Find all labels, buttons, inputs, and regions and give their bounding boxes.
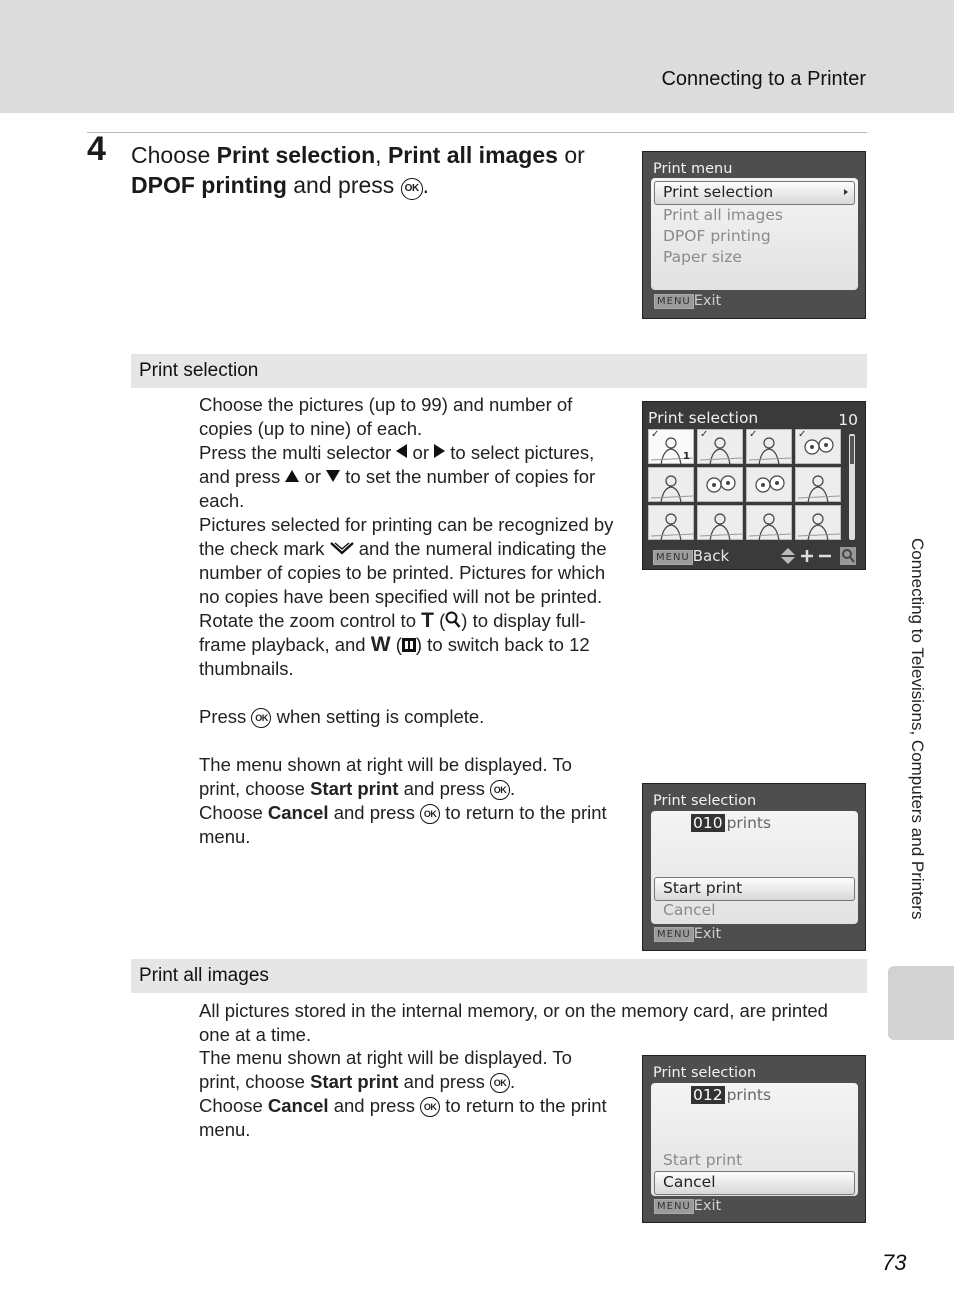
menu-item-cancel[interactable] bbox=[654, 1171, 855, 1195]
menu-item-dpof-printing[interactable]: DPOF printing bbox=[663, 227, 771, 245]
copies-label: prints bbox=[726, 1086, 772, 1104]
text: to return to the print menu. bbox=[199, 802, 607, 847]
divider bbox=[87, 132, 867, 133]
option-print-selection: Print selection bbox=[216, 142, 376, 168]
paragraph bbox=[199, 705, 614, 729]
section-header-print-selection bbox=[131, 354, 867, 388]
up-down-selector-icon bbox=[780, 547, 796, 565]
confirm-panel bbox=[651, 811, 858, 924]
check-mark-icon: ✓ bbox=[651, 429, 660, 440]
copies-value: 010 bbox=[693, 814, 723, 832]
thumbnail[interactable] bbox=[648, 429, 694, 464]
thumbnail[interactable] bbox=[746, 505, 792, 540]
ok-button-icon: OK bbox=[401, 178, 423, 200]
check-mark-icon: ✓ bbox=[749, 429, 758, 440]
thumbnail[interactable] bbox=[746, 467, 792, 502]
print-all-confirm-screen bbox=[642, 1055, 866, 1223]
menu-button-icon: MENU bbox=[654, 927, 694, 942]
page-number: 73 bbox=[882, 1250, 907, 1275]
menu-item-label: Print selection bbox=[663, 183, 774, 201]
thumbnail[interactable] bbox=[648, 505, 694, 540]
menu-item-label: Start print bbox=[663, 879, 743, 897]
step-text: , bbox=[375, 142, 388, 168]
chapter-tab[interactable] bbox=[888, 966, 954, 1040]
chevron-right-icon bbox=[844, 189, 848, 195]
cancel-term: Cancel bbox=[267, 1095, 329, 1116]
selected-count: 10 bbox=[838, 411, 858, 429]
chapter-side-label: Connecting to Televisions, Computers and Printers bbox=[908, 538, 927, 920]
text: Choose bbox=[199, 802, 268, 823]
text: . bbox=[510, 778, 516, 799]
zoom-icon bbox=[840, 547, 856, 565]
paragraph bbox=[199, 753, 614, 801]
menu-item-paper-size[interactable]: Paper size bbox=[663, 248, 742, 266]
thumbnail[interactable] bbox=[697, 467, 743, 502]
text: and press bbox=[398, 778, 490, 799]
exit-label: Exit bbox=[693, 1198, 722, 1214]
down-arrow-icon bbox=[326, 470, 340, 482]
menu-button-icon: MENU bbox=[654, 294, 694, 309]
paragraph bbox=[199, 513, 614, 609]
copies-value: 012 bbox=[693, 1086, 723, 1104]
copy-count: 1 bbox=[683, 451, 690, 462]
thumbnail-image bbox=[747, 468, 793, 503]
text: ( bbox=[433, 610, 446, 631]
step-instruction bbox=[131, 140, 621, 200]
menu-item-start-print[interactable]: Start print bbox=[663, 1151, 743, 1169]
text: Press the multi selector bbox=[199, 442, 397, 463]
thumbnail-grid bbox=[648, 429, 848, 544]
scrollbar-thumb[interactable] bbox=[850, 436, 854, 464]
paragraph bbox=[199, 801, 614, 849]
exit-label: Exit bbox=[693, 293, 722, 309]
text: to return to the print menu. bbox=[199, 1095, 607, 1140]
header-title: Connecting to a Printer bbox=[661, 68, 866, 90]
spacer bbox=[199, 681, 614, 705]
text: Press bbox=[199, 706, 252, 727]
screen-title: Print selection bbox=[653, 793, 757, 809]
zoom-tele-icon: T bbox=[421, 609, 434, 632]
text: ( bbox=[390, 634, 402, 655]
thumbnail[interactable] bbox=[697, 429, 743, 464]
text: The menu shown at right will be displayed. To print, choose bbox=[199, 1047, 572, 1092]
check-mark-icon bbox=[330, 541, 354, 555]
section-body-print-selection bbox=[199, 393, 614, 849]
option-dpof-printing: DPOF printing bbox=[131, 172, 287, 198]
text: and press bbox=[328, 802, 421, 823]
paragraph: Choose the pictures (up to 99) and number of copies (up to nine) of each. bbox=[199, 394, 573, 439]
thumbnail[interactable] bbox=[697, 505, 743, 540]
section-title: Print selection bbox=[139, 360, 259, 381]
step-text: . bbox=[422, 172, 430, 198]
magnifier-icon bbox=[445, 611, 461, 629]
menu-item-selected[interactable] bbox=[654, 181, 855, 205]
print-selection-screen bbox=[642, 401, 866, 570]
ok-button-icon: OK bbox=[420, 1097, 440, 1117]
print-confirm-screen bbox=[642, 783, 866, 951]
step-number: 4 bbox=[87, 130, 106, 168]
thumbnail[interactable] bbox=[648, 467, 694, 502]
thumbnail-image bbox=[796, 468, 842, 503]
ok-button-icon: OK bbox=[251, 708, 271, 728]
control-hints bbox=[780, 547, 860, 565]
text: or bbox=[299, 466, 327, 487]
menu-button-icon: MENU bbox=[653, 550, 693, 565]
exit-hint bbox=[654, 1198, 721, 1214]
zoom-wide-icon: W bbox=[370, 633, 391, 656]
scrollbar[interactable] bbox=[849, 434, 855, 540]
text: The menu shown at right will be displayed. To print, choose bbox=[199, 754, 572, 799]
step-text: or bbox=[557, 142, 585, 168]
text: ) to display full-frame playback, and bbox=[199, 610, 586, 655]
text: ) to switch back to 12 thumbnails. bbox=[199, 634, 590, 679]
spacer bbox=[199, 729, 614, 753]
text: when setting is complete. bbox=[271, 706, 485, 727]
thumbnail-icon bbox=[402, 638, 416, 652]
screen-title: Print selection bbox=[648, 409, 759, 427]
screen-title: Print menu bbox=[653, 161, 733, 177]
back-label: Back bbox=[692, 547, 730, 565]
start-print-term: Start print bbox=[310, 1071, 399, 1092]
cancel-term: Cancel bbox=[267, 802, 329, 823]
menu-item-print-all-images[interactable]: Print all images bbox=[663, 206, 783, 224]
section-body-print-all-images bbox=[199, 1046, 614, 1142]
thumbnail-image bbox=[796, 506, 842, 541]
paragraph bbox=[199, 441, 614, 513]
check-mark-icon: ✓ bbox=[700, 429, 709, 440]
paragraph bbox=[199, 1094, 614, 1142]
text: or bbox=[407, 442, 435, 463]
exit-label: Exit bbox=[693, 926, 722, 942]
copies-indicator bbox=[691, 1086, 771, 1104]
step-text: Choose bbox=[131, 142, 217, 168]
left-arrow-icon bbox=[396, 444, 407, 458]
option-print-all-images: Print all images bbox=[387, 142, 558, 168]
text: and the numeral indicating the number of copies to be printed. Pictures for which no copies have been specified will not be printed. bbox=[199, 538, 607, 607]
menu-button-icon: MENU bbox=[654, 1199, 694, 1214]
ok-button-icon: OK bbox=[420, 804, 440, 824]
menu-panel bbox=[651, 178, 858, 290]
thumbnail-image bbox=[649, 506, 695, 541]
thumbnail[interactable] bbox=[746, 429, 792, 464]
paragraph: All pictures stored in the internal memory, or on the memory card, are printed one at a time. bbox=[199, 1000, 828, 1045]
exit-hint bbox=[654, 293, 721, 309]
menu-item-start-print[interactable] bbox=[654, 877, 855, 901]
thumbnail[interactable] bbox=[795, 505, 841, 540]
copies-label: prints bbox=[726, 814, 772, 832]
section-body-print-all-images-intro bbox=[199, 999, 859, 1047]
minus-icon bbox=[817, 547, 833, 565]
text: to select pictures, and press bbox=[199, 442, 595, 487]
print-menu-screen bbox=[642, 151, 866, 319]
thumbnail[interactable] bbox=[795, 429, 841, 464]
thumbnail[interactable] bbox=[795, 467, 841, 502]
copies-indicator bbox=[691, 814, 771, 832]
start-print-term: Start print bbox=[310, 778, 399, 799]
text: Pictures selected for printing can be recognized by the check mark bbox=[199, 514, 614, 559]
confirm-panel bbox=[651, 1083, 858, 1196]
text: Choose bbox=[199, 1095, 268, 1116]
paragraph bbox=[199, 609, 614, 681]
exit-hint bbox=[654, 926, 721, 942]
text: Rotate the zoom control to bbox=[199, 610, 422, 631]
thumbnail-image bbox=[698, 506, 744, 541]
plus-icon bbox=[799, 547, 815, 565]
up-arrow-icon bbox=[285, 470, 299, 482]
thumbnail-image bbox=[698, 468, 744, 503]
thumbnail-image bbox=[649, 468, 695, 503]
ok-button-icon: OK bbox=[490, 1073, 510, 1093]
back-hint bbox=[653, 547, 729, 565]
text: and press bbox=[328, 1095, 421, 1116]
ok-button-icon: OK bbox=[490, 780, 510, 800]
section-header-print-all-images bbox=[131, 959, 867, 993]
text: and press bbox=[398, 1071, 490, 1092]
menu-item-cancel[interactable]: Cancel bbox=[663, 901, 716, 919]
paragraph bbox=[199, 1046, 614, 1094]
right-arrow-icon bbox=[434, 444, 445, 458]
menu-item-label: Cancel bbox=[663, 1173, 716, 1191]
text: to set the number of copies for each. bbox=[199, 466, 596, 511]
text: . bbox=[510, 1071, 516, 1092]
screen-title: Print selection bbox=[653, 1065, 757, 1081]
check-mark-icon: ✓ bbox=[798, 429, 807, 440]
thumbnail-image bbox=[747, 506, 793, 541]
step-text: and press bbox=[286, 172, 401, 198]
header-band bbox=[0, 0, 954, 113]
section-title: Print all images bbox=[139, 965, 269, 986]
